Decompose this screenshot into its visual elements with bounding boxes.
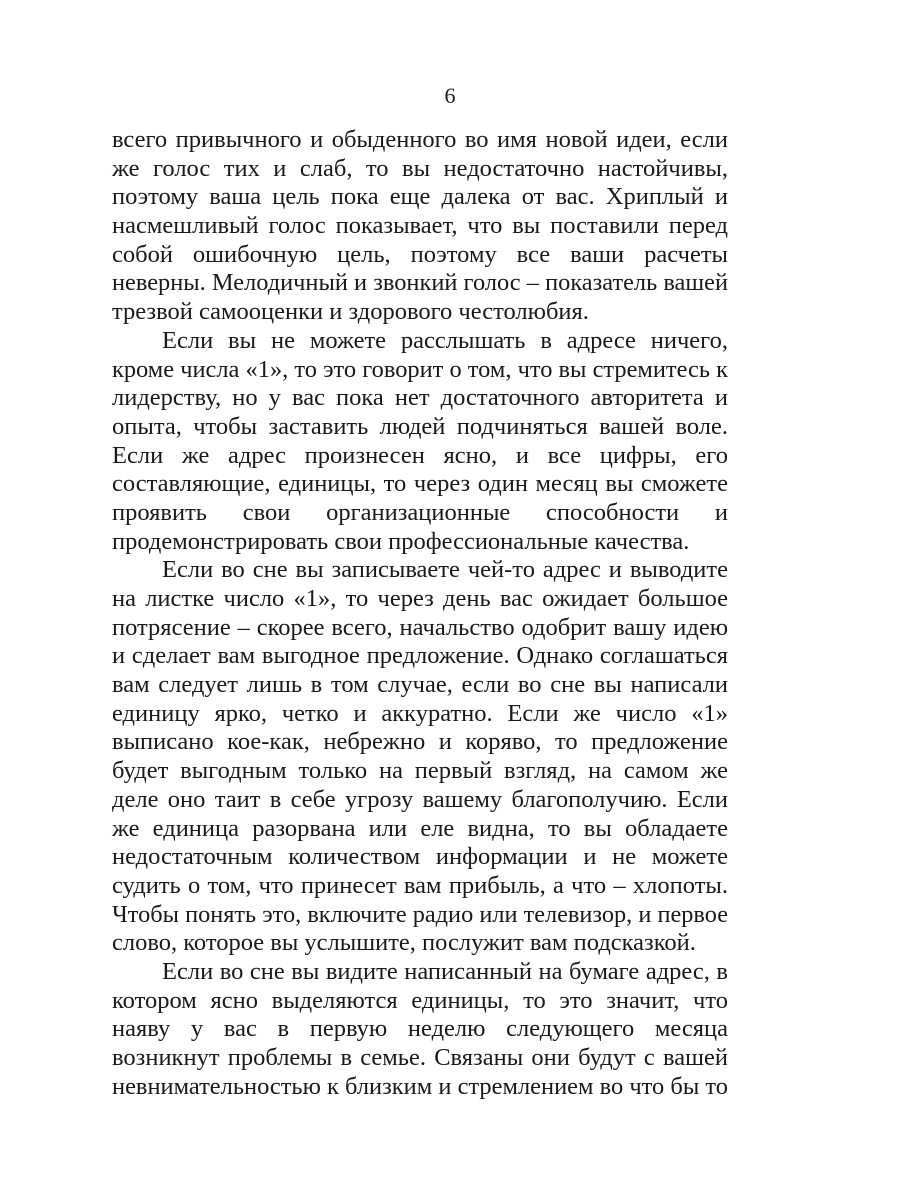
text-line: составляющие, единицы, то через один месяц вы сможете — [112, 470, 728, 498]
paragraph — [112, 958, 728, 1101]
text-line: наяву у вас в первую неделю следующего месяца — [112, 1015, 728, 1043]
text-line: лидерству, но у вас пока нет достаточного авторитета и — [112, 384, 728, 412]
text-line: Если же адрес произнесен ясно, и все цифры, его — [112, 441, 728, 469]
text-line: котором ясно выделяются единицы, то это значит, что — [112, 986, 728, 1014]
text-line: насмешливый голос показывает, что вы поставили перед — [112, 212, 728, 240]
paragraph — [112, 556, 728, 958]
text-line: поэтому ваша цель пока еще далека от вас. Хриплый и — [112, 183, 728, 211]
text-line: деле оно таит в себе угрозу вашему благополучию. Если — [112, 785, 728, 813]
text-line: Если вы не можете расслышать в адресе ничего, — [162, 326, 728, 354]
text-line: возникнут проблемы в семье. Связаны они будут с вашей — [112, 1044, 728, 1071]
text-line: единицу ярко, четко и аккуратно. Если же число «1» — [112, 699, 728, 727]
text-line: судить о том, что принесет вам прибыль, а что – хлопоты. — [112, 871, 728, 899]
text-line: потрясение – скорее всего, начальство одобрит вашу идею — [112, 613, 728, 641]
text-line: собой ошибочную цель, поэтому все ваши расчеты — [112, 240, 728, 268]
text-line: продемонстрировать свои профессиональные качества. — [112, 527, 690, 555]
text-line: опыта, чтобы заставить людей подчиняться вашей воле. — [112, 412, 728, 440]
text-line: неверны. Мелодичный и звонкий голос – показатель вашей — [112, 269, 728, 297]
text-line: же голос тих и слаб, то вы недостаточно настойчивы, — [112, 154, 728, 182]
text-line: будет выгодным только на первый взгляд, на самом же — [112, 757, 728, 785]
text-line: Чтобы понять это, включите радио или телевизор, и первое — [112, 900, 728, 928]
text-line: же единица разорвана или еле видна, то вы обладаете — [112, 814, 728, 842]
text-line: проявить свои организационные способности и — [112, 498, 728, 526]
text-line: кроме числа «1», то это говорит о том, что вы стремитесь к — [112, 355, 728, 383]
text-line: Если во сне вы видите написанный на бумаге адрес, в — [162, 957, 728, 985]
text-line: Если во сне вы записываете чей-то адрес и выводите — [162, 556, 728, 584]
text-line: и сделает вам выгодное предложение. Однако соглашаться — [112, 642, 728, 670]
text-line: на листке число «1», то через день вас ожидает большое — [112, 585, 728, 612]
text-line: слово, которое вы услышите, послужит вам подсказкой. — [112, 929, 696, 957]
paragraph — [112, 327, 728, 557]
text-line: недостаточным количеством информации и не можете — [112, 843, 728, 871]
text-line: невнимательностью к близким и стремлением во что бы то — [112, 1072, 728, 1100]
text-line: вам следует лишь в том случае, если во сне вы написали — [112, 671, 728, 699]
text-line: выписано кое-как, небрежно и коряво, то предложение — [112, 728, 728, 756]
paragraph — [112, 126, 728, 327]
text-line: трезвой самооценки и здорового честолюбия. — [112, 298, 589, 326]
text-line: всего привычного и обыденного во имя новой идеи, если — [112, 126, 728, 153]
page-number: 6 — [444, 83, 456, 108]
body-text — [112, 126, 728, 1101]
